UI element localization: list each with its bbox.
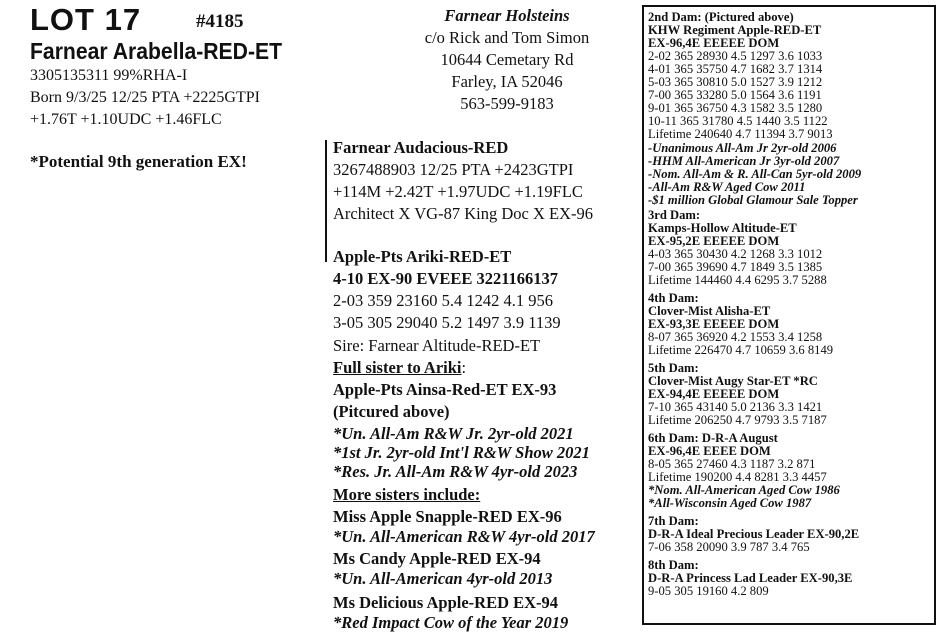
cow-name: Farnear Arabella-RED-ET	[30, 38, 283, 64]
dam-lineage-honor: *All-Wisconsin Aged Cow 1987	[648, 496, 812, 510]
trait-line: +1.76T +1.10UDC +1.46FLC	[30, 111, 222, 128]
farm-phone: 563-599-9183	[460, 94, 554, 113]
dam-lineage-lifetime: Lifetime 240640 4.7 11394 3.7 9013	[648, 127, 833, 141]
dam-lineage-record: 4-01 365 35750 4.7 1682 3.7 1314	[648, 62, 823, 76]
dam-classification: 4-10 EX-90 EVEEE 3221166137	[333, 269, 559, 288]
pedigree-bracket	[325, 140, 327, 262]
sister-honor: *Red Impact Cow of the Year 2019	[333, 613, 569, 632]
dam-lineage-record: 7-10 365 43140 5.0 2136 3.3 1421	[648, 400, 823, 414]
dam-lineage-honor: *Nom. All-American Aged Cow 1986	[648, 483, 840, 497]
full-sister-name: Apple-Pts Ainsa-Red-ET EX-93	[333, 380, 557, 399]
dam-heading: 7th Dam:	[648, 514, 699, 528]
dam-heading: 5th Dam:	[648, 361, 699, 375]
dam-lineage-record: 7-06 358 20090 3.9 787 3.4 765	[648, 540, 810, 554]
lot-number: #4185	[196, 11, 244, 32]
dam-lineage-name: Clover-Mist Alisha-ET	[648, 304, 771, 318]
dam-lineage-class: EX-96,4E EEEE DOM	[648, 444, 771, 458]
sister-name: Ms Delicious Apple-RED EX-94	[333, 593, 559, 612]
dam-heading: 8th Dam:	[648, 558, 699, 572]
registration-line: 3305135311 99%RHA-I	[30, 67, 188, 84]
dam-lineage-record: 2-02 365 28930 4.5 1297 3.6 1033	[648, 49, 823, 63]
dam-lineage-class: EX-94,4E EEEEE DOM	[648, 387, 780, 401]
full-sister-honor: *1st Jr. 2yr-old Int'l R&W Show 2021	[333, 443, 590, 462]
full-sister-note: (Pitcured above)	[333, 402, 450, 421]
sire-line: 3267488903 12/25 PTA +2423GTPI	[333, 160, 574, 179]
dam-lineage-lifetime: Lifetime 144460 4.4 6295 3.7 5288	[648, 273, 827, 287]
dam-lineage-honor: -Unanimous All-Am Jr 2yr-old 2006	[648, 141, 837, 155]
full-sister-heading-row	[333, 358, 466, 378]
dam-lineage-lifetime: Lifetime 206250 4.7 9793 3.5 7187	[648, 413, 827, 427]
dam-lineage-record: 7-00 365 33280 5.0 1564 3.6 1191	[648, 88, 822, 102]
dam-heading: 2nd Dam: (Pictured above)	[648, 10, 794, 24]
farm-address: 10644 Cemetary Rd	[440, 50, 574, 69]
dam-lineage-record: 7-00 365 39690 4.7 1849 3.5 1385	[648, 260, 823, 274]
dam-lineage-lifetime: Lifetime 226470 4.7 10659 3.6 8149	[648, 343, 834, 357]
lot-title: LOT 17	[30, 2, 142, 37]
sire-line: Architect X VG-87 King Doc X EX-96	[333, 204, 593, 223]
dam-lineage-class: EX-96,4E EEEEE DOM	[648, 36, 780, 50]
heading-colon: :	[461, 358, 467, 377]
dam-lineage-name: KHW Regiment Apple-RED-ET	[648, 23, 822, 37]
sire-line: +114M +2.42T +1.97UDC +1.19FLC	[333, 182, 583, 201]
dam-lineage-record: 8-07 365 36920 4.2 1553 3.4 1258	[648, 330, 823, 344]
dam-heading: 3rd Dam:	[648, 208, 701, 222]
sister-name: Miss Apple Snapple-RED EX-96	[333, 507, 562, 526]
dam-lineage-class: EX-95,2E EEEEE DOM	[648, 234, 780, 248]
birth-pta-line: Born 9/3/25 12/25 PTA +2225GTPI	[30, 89, 260, 106]
dam-lineage-class: EX-93,3E EEEEE DOM	[648, 317, 780, 331]
highlight-note: *Potential 9th generation EX!	[30, 152, 247, 171]
farm-contact: c/o Rick and Tom Simon	[424, 28, 590, 47]
dam-name: Apple-Pts Ariki-RED-ET	[333, 247, 512, 266]
dam-lineage-record: 4-03 365 30430 4.2 1268 3.3 1012	[648, 247, 823, 261]
dam-lineage-record: 8-05 365 27460 4.3 1187 3.2 871	[648, 457, 816, 471]
dam-record: 2-03 359 23160 5.4 1242 4.1 956	[333, 291, 553, 310]
full-sister-honor: *Res. Jr. All-Am R&W 4yr-old 2023	[333, 462, 578, 481]
more-sisters-heading: More sisters include:	[333, 485, 481, 504]
full-sister-heading: Full sister to Ariki	[333, 358, 462, 377]
dam-lineage-name: D-R-A Princess Lad Leader EX-90,3E	[648, 571, 853, 585]
sire-name: Farnear Audacious-RED	[333, 138, 509, 157]
dam-lineage-record: 9-05 305 19160 4.2 809	[648, 584, 769, 598]
dam-lineage-record: 10-11 365 31780 4.5 1440 3.5 1122	[648, 114, 828, 128]
dam-lineage-honor: -HHM All-American Jr 3yr-old 2007	[648, 154, 840, 168]
dam-lineage-name: Clover-Mist Augy Star-ET *RC	[648, 374, 818, 388]
full-sister-honor: *Un. All-Am R&W Jr. 2yr-old 2021	[333, 424, 574, 443]
dam-lineage-lifetime: Lifetime 190200 4.4 8281 3.3 4457	[648, 470, 827, 484]
farm-name: Farnear Holsteins	[444, 6, 570, 25]
sister-honor: *Un. All-American R&W 4yr-old 2017	[333, 527, 595, 546]
sister-honor: *Un. All-American 4yr-old 2013	[333, 569, 553, 588]
dam-lineage-record: 9-01 365 36750 4.3 1582 3.5 1280	[648, 101, 823, 115]
dam-lineage-record: 5-03 365 30810 5.0 1527 3.9 1212	[648, 75, 823, 89]
dam-lineage-name: Kamps-Hollow Altitude-ET	[648, 221, 797, 235]
dam-record: 3-05 305 29040 5.2 1497 3.9 1139	[333, 313, 561, 332]
dam-lineage-honor: -Nom. All-Am & R. All-Can 5yr-old 2009	[648, 167, 862, 181]
dam-heading: 4th Dam:	[648, 291, 699, 305]
dam-lineage-honor: -All-Am R&W Aged Cow 2011	[648, 180, 806, 194]
dam-lineage-name: D-R-A Ideal Precious Leader EX-90,2E	[648, 527, 860, 541]
dam-heading: 6th Dam: D-R-A August	[648, 431, 778, 445]
dam-lineage-honor: -$1 million Global Glamour Sale Topper	[648, 193, 858, 207]
sister-name: Ms Candy Apple-RED EX-94	[333, 549, 541, 568]
dam-sire: Sire: Farnear Altitude-RED-ET	[333, 336, 541, 355]
farm-city: Farley, IA 52046	[451, 72, 563, 91]
